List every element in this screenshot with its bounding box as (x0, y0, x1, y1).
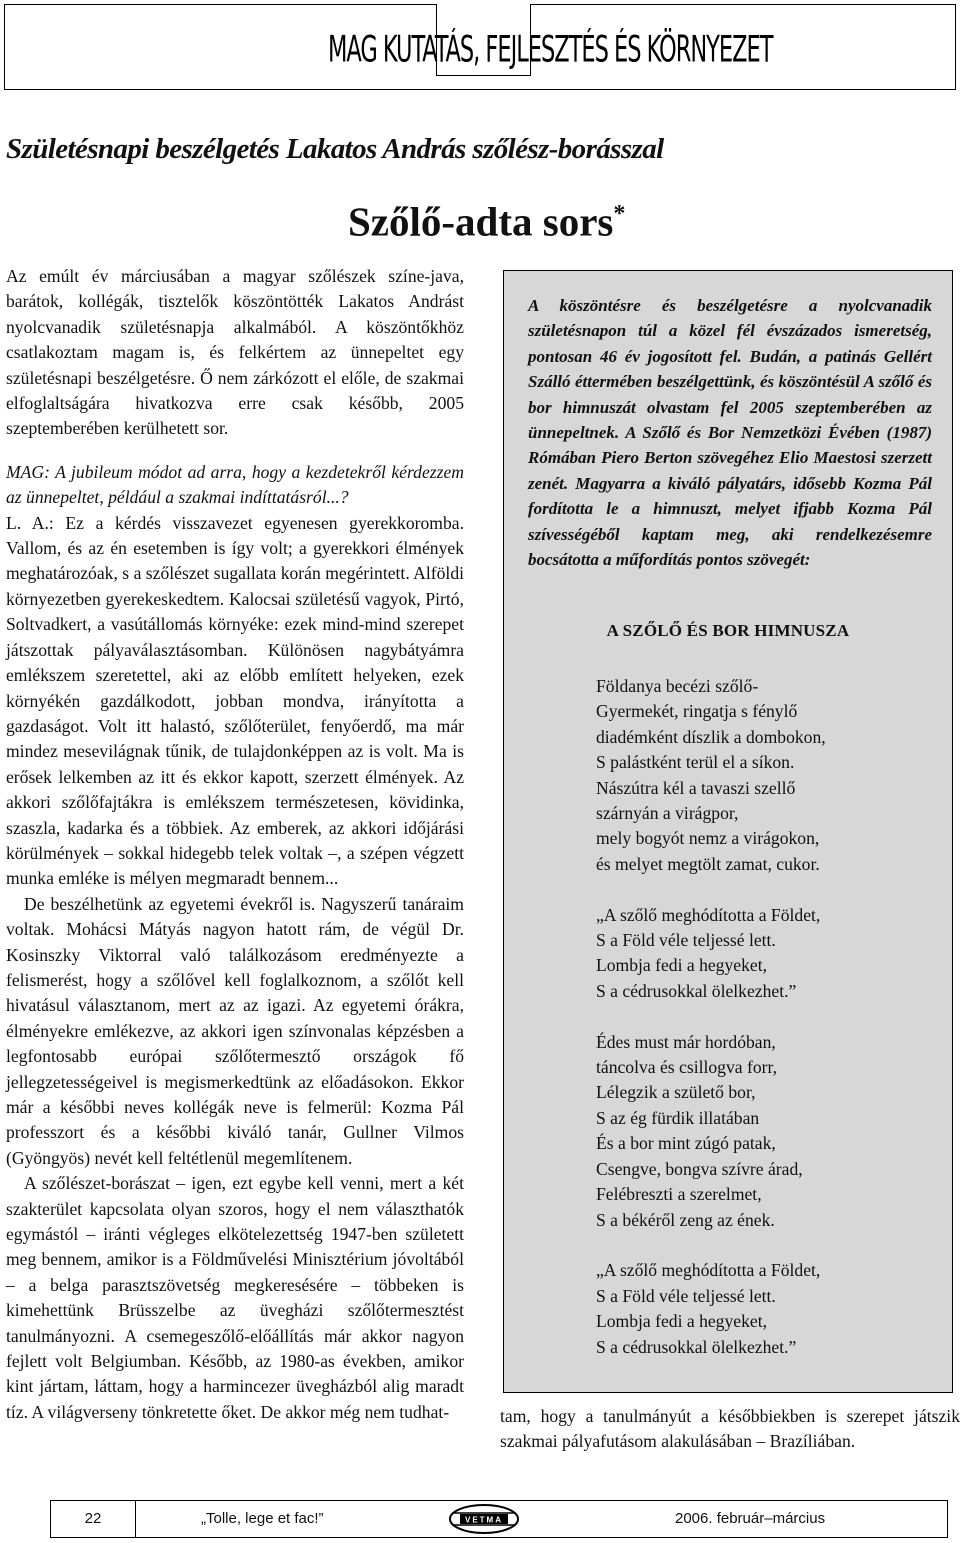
hymn-line: Édes must már hordóban, (596, 1031, 776, 1052)
hymn-refrain (596, 1258, 936, 1360)
hymn-line: Lombja fedi a hegyeket, (596, 955, 767, 976)
hymn-line: „A szőlő meghódította a Földet, (596, 904, 821, 925)
hymn-line: S a békéről zeng az ének. (596, 1209, 775, 1230)
hymn-line: Lombja fedi a hegyeket, (596, 1311, 767, 1332)
hymn-sidebar (503, 270, 953, 1393)
title-footnote-mark: * (613, 201, 626, 227)
hymn-line: „A szőlő meghódította a Földet, (596, 1260, 821, 1281)
hymn-line: mely bogyót nemz a virágokon, (596, 828, 820, 849)
continuation-paragraph: tam, hogy a tanulmányút a későbbiekben is szerepet játszik szakmai pályafutásom alakulásában – Brazíliában. (500, 1406, 960, 1452)
article-kicker: Születésnapi beszélgetés Lakatos András szőlész-borásszal (6, 133, 664, 165)
sidebar-intro: A köszöntésre és beszélgetésre a nyolcvanadik születésnapon túl a közel fél évszázados ismeretség, pontosan 46 év jogosított fel. Budán, a patinás Gellért Szálló éttermében beszélgettünk, és köszöntésül A szőlő és bor himnuszát olvastam fel 2005 szeptemberében az ünnepeltnek. A Szőlő és Bor Nemzetközi Évében (1987) Rómában Piero Berton szövegéhez Elio Maestosi szerzett zenét. Magyarra a kiváló pályatárs, idősebb Kozma Pál fordította le a himnuszt, melyet ifjabb Kozma Pál szívességéből kaptam meg, aki rendelkezésemre bocsátotta a műfordítás pontos szövegét: (528, 296, 932, 570)
hymn-line: És a bor mint zúgó patak, (596, 1133, 776, 1154)
hymn-refrain (596, 903, 936, 1005)
hymn-title: A SZŐLŐ ÉS BOR HIMNUSZA (606, 621, 850, 640)
article-title (348, 190, 625, 246)
section-title: MAG KUTATÁS, FEJLESZTÉS ÉS KÖRNYEZET (328, 28, 773, 71)
footer-divider (135, 1501, 136, 1537)
hymn-line: Csengve, bongva szívre árad, (596, 1158, 803, 1179)
hymn-line: és melyet megtölt zamat, cukor. (596, 853, 820, 874)
vetma-logo (448, 1503, 520, 1535)
hymn-line: S a Föld véle teljessé lett. (596, 930, 776, 951)
hymn-line: S az ég fürdik illatában (596, 1107, 760, 1128)
hymn-line: S a cédrusokkal ölelkezhet.” (596, 980, 797, 1001)
answer-paragraph: L. A.: Ez a kérdés visszavezet egyenesen gyerekkoromba. Vallom, és az én esetemben is így volt; a gyerekkori élmények meghatározóak, s a szőlészet sugallata korán megérintett. Alföldi környezetben gyerekeskedtem. Kalocsai születésű vagyok, Pirtó, Soltvadkert, a vasútállomás környéke: ezek mind-mind szerepet játszottak pályaválasztásomban. Különösen nagybátyámra emlékszem szeretettel, aki az előbb említett helyeken, ezek környékén gazdálkodott, jobban mondva, irányította a gazdaságot. Volt itt halastó, szőlőterület, fenyőerdő, ma már mindez mesevilágnak tűnik, de tulajdonképpen az is volt. Ma is erősek lelkemben az itt és ekkor kapott, szerzett élmények. Az akkori szőlőfajtákra is emlékszem természetesen, kövidinka, szaszla, kadarka és a többiek. Az emberek, az akkori időjárási körülmények – sokkal hidegebb telek voltak –, a szépen végzett munka emléke is mélyen megmaradt bennem... (6, 512, 464, 889)
hymn-stanza (596, 674, 936, 877)
hymn-line: Gyermekét, ringatja s fénylő (596, 701, 798, 722)
hymn-line: S a cédrusokkal ölelkezhet.” (596, 1336, 797, 1357)
page-number: 22 (84, 1510, 102, 1527)
logo-text: VETMA (465, 1515, 503, 1525)
hymn-line: diadémként díszlik a dombokon, (596, 726, 826, 747)
hymn-text (596, 674, 936, 1385)
article-right-continuation (500, 1404, 960, 1455)
hymn-line: táncolva és csillogva forr, (596, 1057, 778, 1078)
page-footer (50, 1500, 948, 1538)
issue-date: 2006. február–március (675, 1510, 826, 1527)
hymn-line: Felébreszti a szerelmet, (596, 1184, 762, 1205)
hymn-line: Nászútra kél a tavaszi szellő (596, 777, 796, 798)
footer-motto: „Tolle, lege et fac!” (201, 1510, 324, 1527)
hymn-line: S a Föld véle teljessé lett. (596, 1285, 776, 1306)
article-title-text: Szőlő-adta sors (348, 198, 614, 245)
hymn-line: S palástként terül el a síkon. (596, 752, 795, 773)
hymn-line: Lélegzik a születő bor, (596, 1082, 756, 1103)
hymn-line: Földanya becézi szőlő- (596, 676, 759, 696)
interview-question: MAG: A jubileum módot ad arra, hogy a kezdetekről kérdezzem az ünnepeltet, például a szakmai indíttatásról...? (6, 461, 464, 508)
intro-paragraph: Az emúlt év márciusában a magyar szőlészek színe-java, barátok, kollégák, tisztelők köszöntötték Lakatos Andrást nyolcvanadik születésnapja alkalmából. A köszöntőkhöz csatlakoztam magam is, és felkértem az ünnepeltet egy születésnapi beszélgetésre. Ő nem zárkózott el előle, de szakmai elfoglaltságára hivatkozva erre csak később, 2005 szeptemberében kerülhetett sor. (6, 266, 464, 439)
hymn-stanza (596, 1030, 936, 1233)
article-left-column (6, 264, 464, 1425)
body-paragraph: A szőlészet-borászat – igen, ezt egybe kell venni, mert a két szakterület kapcsolata olyan szoros, hogy el nem választhatók egymástól – iránti végleges elkötelezettség 1947-ben született meg bennem, amikor is a Földművelési Minisztérium jóvoltából – a belga parasztszövetség megkeresésére – többeken is kimehettünk Brüsszelbe az üvegházi szőlőtermesztést tanulmányozni. A csemegeszőlő-előállítás már akkor nagyon fejlett volt Belgiumban. Később, az 1980-as években, amikor kint jártam, láttam, hogy a harmincezer üvegházból alig maradt tíz. A világverseny tönkretette őket. De akkor még nem tudhat- (6, 1173, 464, 1422)
hymn-line: szárnyán a virágpor, (596, 803, 739, 824)
body-paragraph: De beszélhetünk az egyetemi évekről is. Nagyszerű tanáraim voltak. Mohácsi Mátyás nagyon hatott rám, de végül Dr. Kosinszky Viktorral való találkozásom eredményezte a felismerést, hogy a szőlővel kell foglalkoznom, a szőlőt kell hivatásul választanom, mert az az igazi. Az egyetemi órákra, élményekre emlékezve, az akkori igen színvonalas képzésben a legfontosabb európai szőlőtermesztő országok fő jellegzetességeivel is megismerkedtünk az előadásokon. Ekkor már a későbbi neves kollégák neve is felmerül: Kozma Pál professzort és a későbbi kiváló tanár, Gullner Vilmos (Gyöngyös) nevét kell feltétlenül megemlítenem. (6, 893, 464, 1168)
